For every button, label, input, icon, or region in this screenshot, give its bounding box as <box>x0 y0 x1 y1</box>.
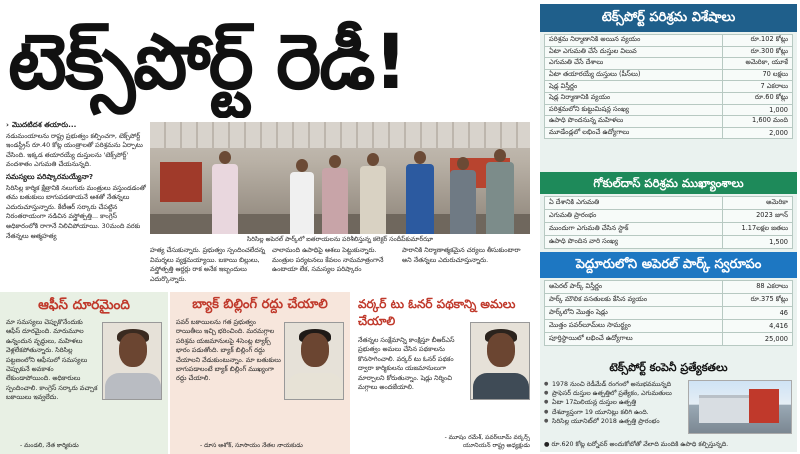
photo-person <box>450 157 476 234</box>
fact-value: 1,500 <box>723 236 793 249</box>
fact-value: 1,000 <box>723 104 793 116</box>
fact-label: ఉపాధి పొందిన వారి సంఖ్య <box>545 236 723 249</box>
table-row <box>545 236 793 249</box>
fact-label: ఏటా తయారయ్యే దుస్తులు (పీస్‌లు) <box>545 69 723 81</box>
box-text: మా సమస్యలు చెప్పుకొనేందుకు ఆఫీస్ దూరమైంది. మారుమూల ఉన్నందున వృద్ధులు, మహిళలు వెళ్లలేకపోతున్నారు. సిరిసిల్ల పట్టణంలోని ఆఫీసులో సమస్యలు చెప్పుకునే అవకాశం లేకుండాపోయింది. అధికారులు స్పందించాలి. కాంగ్రెస్ సర్కారు వచ్చాక బకాయిలు ఇవ్వలేదు. <box>6 318 98 402</box>
fact-label: పరిశ్రమ నిర్మాణానికి అయిన వ్యయం <box>545 35 723 47</box>
opinion-box-1 <box>0 292 168 454</box>
fact-value: అమెరికా, యూకే <box>723 58 793 70</box>
fact-label: షెడ్ల విస్తీర్ణం <box>545 81 723 93</box>
table-row <box>545 127 793 139</box>
list-item: ● ప్రాఫెసర్ దుస్తుల ఉత్పత్తిలో ప్రత్యేకం, ఎగుమతులు <box>544 389 684 398</box>
factory-visit-photo <box>150 122 530 234</box>
fact-value: 88 ఎకరాలు <box>723 281 793 294</box>
intro-text: నడుమంయాలను రాష్ట్ర ప్రభుత్వం కల్పించగా, టెక్స్‌పోర్ట్ ఇండస్ట్రీస్ రూ.40 కోట్ల యంత్రాలతో పరిశ్రమను ఏర్పాటు చేసింది. ఇక్కడ తయారయ్యే దుస్తులను 'టెక్స్‌పోర్ట్' వందశాతం ఎగుమతి చేయనున్నది. <box>6 131 143 169</box>
table-row <box>545 333 793 346</box>
textport-facts-table <box>544 34 793 139</box>
fact-label: షెడ్ల నిర్మాణానికి వ్యయం <box>545 92 723 104</box>
portrait-photo <box>102 322 162 400</box>
box-title: బ్యాక్ బిల్లింగ్ రద్దు చేయాలి <box>192 297 328 312</box>
box-text: నేతన్నల సంక్షేమాన్ని కాంక్షిస్తూ బీఆర్ఎస్ ప్రభుత్వం అమలు చేసిన పథకాలను కొనసాగించాలి. వర్కర్ టు ఓనర్ పథకం ద్వారా కార్మికులను యజమానులుగా మార్చాలని కోరుతున్నాం. షెడ్లు నిర్మించి మగ్గాలు అందజేయాలి. <box>358 336 455 392</box>
factory-building-photo <box>688 380 792 434</box>
article-col-4: పారానికి నిర్మాణాత్మకమైన చర్యలు తీసుకుంటారా అని నేతన్నలు ఎదురుచూస్తున్నారు. <box>402 246 521 264</box>
fact-value: రూ.102 కోట్లు <box>723 35 793 47</box>
fact-label: పార్క్ మౌలిక వసతులకు కేసిన వ్యయం <box>545 294 723 307</box>
fact-label: ఉపాధి పొందనున్న మహిళలు <box>545 116 723 128</box>
sidebar-heading-features: టెక్స్‌పోర్ట్ కంపెనీ ప్రత్యేకతలు <box>609 361 728 374</box>
table-row <box>545 35 793 47</box>
fact-value: 2023 జూన్ <box>723 210 793 223</box>
fact-label: ఏటా ఎగుమతి చేసే దుస్తుల విలువ <box>545 46 723 58</box>
table-row <box>545 320 793 333</box>
photo-caption: సిరిసిల్ల అపెరల్ పార్క్‌లో ఐతరాయలను పరిశీలిస్తున్న కలెక్టర్ సందీప్‌కుమార్‌ఝా <box>246 236 434 243</box>
photo-person <box>212 151 238 234</box>
intro-heading: › మొదటిదశ తయారు... <box>6 120 77 129</box>
photo-ceiling <box>150 122 530 148</box>
table-row <box>545 81 793 93</box>
fact-label: ఏ దేశానికి ఎగుమతి <box>545 197 723 210</box>
fact-label: మూడేండ్లలో లభించే ఉద్యోగాలు <box>545 127 723 139</box>
article-col-3: చాలామంది ఉపాధిపై ఆశలు పెట్టుకున్నారు. మంత్రుల పర్యటనలు కేవలం నామమాత్రంగానే ఉంటాయా లేక, సమస్యల పరిష్కారం <box>272 246 384 274</box>
table-row <box>545 197 793 210</box>
table-row <box>545 104 793 116</box>
table-row <box>545 210 793 223</box>
article-col-1 <box>6 118 146 241</box>
opinion-box-3 <box>352 292 532 454</box>
fact-label: పరిశ్రమలోని కుట్టుమిషన్ల సంఖ్య <box>545 104 723 116</box>
subheading: సమస్యలు పరిష్కారమయ్యేనా? <box>6 171 93 181</box>
photo-person <box>360 153 386 234</box>
table-row <box>545 46 793 58</box>
list-item: ● 1978 నుంచి రెడీమేడ్ రంగంలో అనుభవమున్నది <box>544 380 684 389</box>
facts-sidebar <box>540 4 797 452</box>
sidebar-heading-apparel-park: పెద్దూరులోని అపెరల్ పార్క్ స్వరూపం <box>540 252 797 278</box>
apparel-park-facts-table <box>544 280 793 346</box>
list-item: ● సిరిసిల్ల యూనిట్‌లో 2018 ఉత్పత్తి ప్రారంభం <box>544 417 684 426</box>
intro-heading-text: మొదటిదశ తయారు... <box>11 120 77 129</box>
photo-person <box>290 159 314 234</box>
list-item: ● ఏటా 17మిలియన్ల దుస్తుల ఉత్పత్తి <box>544 398 684 407</box>
fact-value: 46 <box>723 307 793 320</box>
table-row <box>545 116 793 128</box>
fact-label: అపెరల్ పార్క్ విస్తీర్ణం <box>545 281 723 294</box>
photo-person <box>486 149 514 234</box>
table-row <box>545 281 793 294</box>
col1-text: సిరిసిల్ల కార్మిక క్షేత్రానికి నలుగురు మంత్రులు వస్తుండడంతో తమ బతుకులు బాగుపడతాయనే ఆశతో నేతన్నలు ఎదురుచూస్తున్నారు. కేటీఆర్ సర్కారు చేపట్టిన నిరంతరాయంగా నడిచిన వస్త్రోత్పత్తి... కాంగ్రెస్ అధికారంలోకి రాగానే నిలిచిపోయాయి. 30మంది వరకు నేతన్నలు ఆత్మహత్య <box>6 183 146 240</box>
features-list <box>544 380 684 426</box>
article-col-2: హత్య చేసుకున్నారు. ప్రభుత్వం స్పందించలేదన్న విమర్శలు వ్యక్తమయ్యాయి. బకాయి బిల్లులు, వస్త్రోత్పత్తి ఆర్డర్లు రాక అనేక ఇబ్బందులు ఎదుర్కొన్నారు. <box>150 246 266 283</box>
box-text: పవర్ బకాయిలను గత ప్రభుత్వం రాయితీలు ఇచ్చి భరించింది. మరమగ్గాల పరిశ్రమ యజమానులపై 4సెంట్ల ట్యాక్స్ భారం పడుతోంది. బ్యాక్ బిల్లింగ్ రద్దు చేయాలని వేడుకుంటున్నాం. మా బతుకులు బాగుపడాలంటే బ్యాక్ బిల్లింగ్ ముఖ్యంగా రద్దు చేయాలి. <box>176 318 281 383</box>
box-title: వర్కర్ టు ఓనర్ పథకాన్ని అమలు చేయాలి <box>358 297 516 328</box>
fact-value: 25,000 <box>723 333 793 346</box>
fact-label: ముందుగా ఎగుమతి చేసిన స్టాక్ <box>545 223 723 236</box>
last-feature: ● రూ.620 కోట్ల టర్నోవర్ అందుకోబోతో వేలాది మందికి ఉపాధి కల్పిస్తున్నది. <box>544 441 729 448</box>
table-row <box>545 92 793 104</box>
fact-value: 2,000 <box>723 127 793 139</box>
fact-label: ఎగుమతి చేసే దేశాలు <box>545 58 723 70</box>
portrait-photo <box>284 322 344 400</box>
box-byline: - మండలి, నేత కార్మికుడు <box>20 442 79 449</box>
sidebar-heading-gokuldas: గోకుల్‌దాస్ పరిశ్రమ ముఖ్యాంశాలు <box>540 172 797 194</box>
fact-label: మొత్తం పవర్‌లూమ్‌లు సామర్థ్యం <box>545 320 723 333</box>
table-row <box>545 69 793 81</box>
fact-value: 1,600 మంది <box>723 116 793 128</box>
fact-value: 4,416 <box>723 320 793 333</box>
table-row <box>545 223 793 236</box>
photo-person <box>406 151 434 234</box>
list-item: ● దేశవ్యాప్తంగా 19 యూనిట్లు కలిగి ఉంది. <box>544 408 684 417</box>
box-title: ఆఫీస్ దూరమైంది <box>38 297 130 313</box>
table-row <box>545 58 793 70</box>
headline: టెక్స్‌పోర్ట్ రెడీ! <box>8 17 407 106</box>
gokuldas-facts-table <box>544 196 793 249</box>
fact-value: 1.17లక్షల జతలు <box>723 223 793 236</box>
fact-value: రూ.375 కోట్లు <box>723 294 793 307</box>
opinion-box-2 <box>170 292 350 454</box>
table-row <box>545 307 793 320</box>
table-row <box>545 294 793 307</box>
fact-label: పార్క్‌లోని మొత్తం షెడ్లు <box>545 307 723 320</box>
fact-label: పూర్తిస్థాయిలో లభించే ఉద్యోగాలు <box>545 333 723 346</box>
box-byline: - మూషం రమేశ్, పవర్‌లూమ్ వర్కర్స్ యూనియన్ రాష్ట్ర అధ్యక్షుడు <box>444 434 530 449</box>
portrait-photo <box>470 322 530 400</box>
fact-value: అమెరికా <box>723 197 793 210</box>
fact-label: ఎగుమతి ప్రారంభం <box>545 210 723 223</box>
box-byline: - దూస ఆశోక్, సూసాయం నేతల నాయకుడు <box>200 442 303 449</box>
photo-person <box>322 155 348 234</box>
photo-rack <box>160 162 202 202</box>
fact-value: 7 ఎకరాలు <box>723 81 793 93</box>
fact-value: 70 లక్షలు <box>723 69 793 81</box>
fact-value: రూ.60 కోట్లు <box>723 92 793 104</box>
fact-value: రూ.300 కోట్లు <box>723 46 793 58</box>
sidebar-heading-textport: టెక్స్‌పోర్ట్ పరిశ్రమ విశేషాలు <box>540 4 797 32</box>
